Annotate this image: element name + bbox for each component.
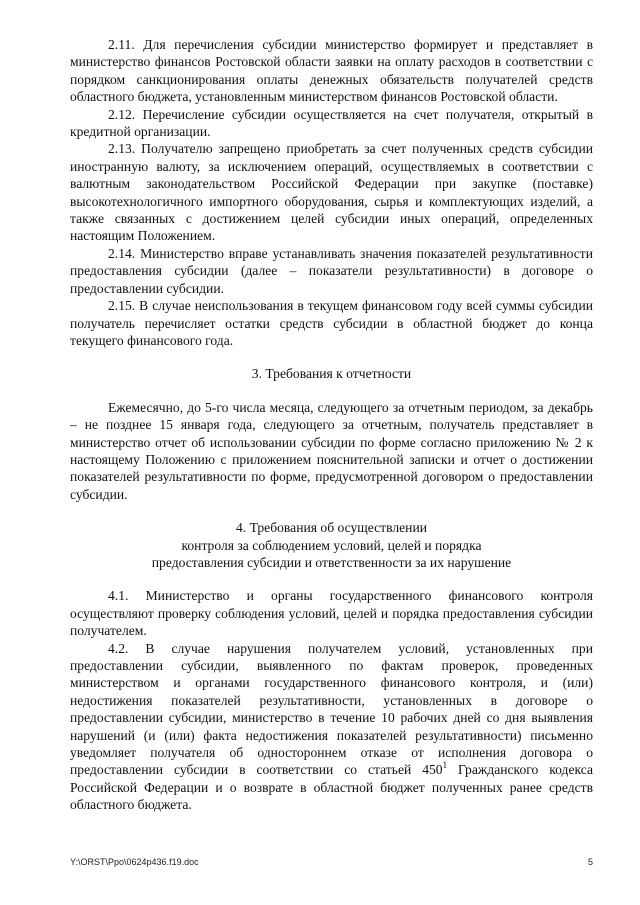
paragraph-text: Получателю запрещено приобретать за счет полученных средств субсидии иностранную валюту, за исключением операций, осуществляемых в соответствии с валютным законодательством Российской Федерации при закупке (поставке) высокотехнологичного импортного оборудования, сырья и комплектующих изделий, а также связанных с достижением целей субсидии иных операций, определенных настоящим Положением. [70, 141, 593, 244]
paragraph-number: 2.14. [108, 245, 136, 261]
section-4-heading-line-1: 4. Требования об осуществлении [236, 520, 427, 536]
paragraph-text: Для перечисления субсидии министерство формирует и представляет в министерство финансов Ростовской области заявки на оплату расходов в соответствии с порядком санкционирования оплаты денежных обязательств получателей средств областного бюджета, установленным министерством финансов Ростовской области. [70, 37, 593, 105]
paragraph-4-2 [70, 640, 593, 814]
paragraph-2-14 [70, 245, 593, 297]
paragraph-2-15 [70, 297, 593, 349]
paragraph-text: Министерство и органы государственного финансового контроля осуществляют проверку соблюдения условий, целей и порядка предоставления субсидии получателем. [70, 588, 593, 639]
section-4-heading [70, 519, 593, 571]
section-3-heading: 3. Требования к отчетности [251, 366, 412, 382]
section-4-heading-line-2: контроля за соблюдением условий, целей и порядка [181, 537, 482, 553]
paragraph-text-continued: Гражданского кодекса Российской Федерации и о возврате в областной бюджет полученных ранее средств областного бюджета. [70, 762, 593, 813]
paragraph-number: 4.1. [108, 588, 129, 604]
paragraph-number: 2.15. [108, 298, 136, 314]
article-superscript: 1 [442, 760, 448, 771]
paragraph-text: В случае неиспользования в текущем финансовом году всей суммы субсидии получатель перечисляет остатки средств субсидии в областной бюджет до конца текущего финансового года. [70, 298, 593, 348]
section-3-paragraph: Ежемесячно, до 5-го числа месяца, следующего за отчетным периодом, за декабрь – не позднее 15 января года, следующего за отчетным, получатель представляет в министерство отчет об использовании субсидии по форме согласно приложению № 2 к настоящему Положению с приложением пояснительной записки и отчет о достижении показателей результативности по форме, предусмотренной договором о предоставлении субсидии. [70, 399, 593, 502]
section-4-heading-line-3: предоставления субсидии и ответственности за их нарушение [151, 554, 512, 570]
paragraph-number: 4.2. [108, 640, 129, 656]
paragraph-number: 2.12. [108, 106, 136, 122]
file-path: Y:\ORST\Ppo\0624p436.f19.doc [70, 857, 199, 867]
paragraph-2-12 [70, 106, 593, 141]
paragraph-2-13 [70, 140, 593, 244]
document-body [70, 36, 593, 814]
paragraph-text: Министерство вправе устанавливать значения показателей результативности предоставления субсидии (далее – показатели результативности) в договоре о предоставлении субсидии. [70, 245, 593, 296]
page-number: 5 [587, 857, 593, 867]
paragraph-text: В случае нарушения получателем условий, установленных при предоставлении субсидии, выявленного по фактам проверок, проведенных министерством и органами государственного финансового контроля, и (или) недостижения показателей результативности, установленных в договоре о предоставлении субсидии, министерство в течение 10 рабочих дней со дня выявления нарушений (и (или) факта недостижения показателей результативности) письменно уведомляет получателя об одностороннем отказе от исполнения договора о предоставлении субсидии в соответствии со статьей 450 [70, 640, 594, 778]
paragraph-2-11 [70, 36, 593, 106]
paragraph-number: 2.11. [108, 37, 135, 52]
paragraph-text: Перечисление субсидии осуществляется на счет получателя, открытый в кредитной организации. [70, 106, 593, 140]
paragraph-4-1 [70, 587, 593, 639]
paragraph-number: 2.13. [108, 141, 136, 157]
